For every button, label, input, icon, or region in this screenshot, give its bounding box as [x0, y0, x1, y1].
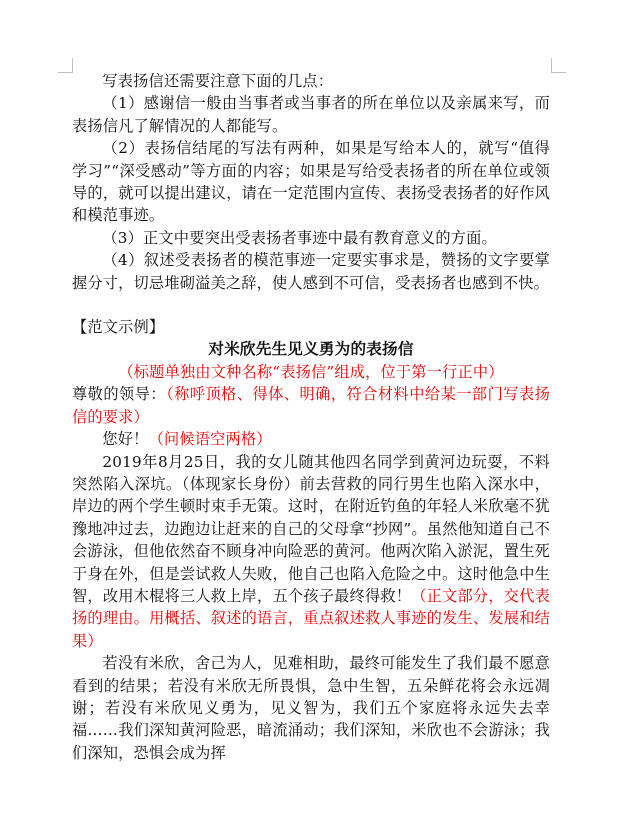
- body-paragraph-1: [72, 451, 550, 653]
- paragraph-gap: [72, 294, 550, 316]
- body-paragraph-1-text: 2019年8月25日，我的女儿随其他四名同学到黄河边玩耍，不料突然陷入深坑。（体现家长身份）前去营救的同行男生也陷入深水中，岸边的两个学生顿时束手无策。这时，在附近钓鱼的年轻人米欣毫不犹豫地冲过去，边跑边让赶来的自己的父母拿“抄网”。虽然他知道自己不会游泳，但他依然奋不顾身冲向险恶的黄河。他两次陷入淤泥，置生死于身在外，但是尝试救人失败，他自己也陷入危险之中。这时他急中生智，改用木棍将三人救上岸，五个孩子最终得救！: [72, 452, 550, 605]
- intro-line: 写表扬信还需要注意下面的几点：: [102, 72, 334, 90]
- salutation: 尊敬的领导：: [72, 385, 167, 404]
- body-paragraph-2: 若没有米欣，舍己为人，见难相助，最终可能发生了我们最不愿意看到的结果；若没有米欣无所畏惧，急中生智，五朵鲜花将会永远凋谢；若没有米欣见义勇为，见义智为，我们五个家庭将永远失去幸福……我们深知黄河险恶，暗流涌动；我们深知，米欣也不会游泳；我们深知，恐惧会成为挥: [72, 654, 550, 762]
- salutation-annotation: （称呼顶格、得体、明确，符合材料中给某一部门写表扬信的要求）: [72, 385, 550, 426]
- greeting-annotation: （问候语空两格）: [148, 430, 272, 449]
- salutation-paragraph: [72, 383, 550, 428]
- crop-mark-top-left: [58, 58, 73, 73]
- point-1: （1）感谢信一般由当事者或当事者的所在单位以及亲属来写，而表扬信凡了解情况的人都能写。: [72, 94, 550, 135]
- point-4: （4）叙述受表扬者的模范事迹一定要实事求是，赞扬的文字要掌握分寸，切忌堆砌溢美之辞，使人感到不可信，受表扬者也感到不快。: [72, 251, 550, 292]
- crop-mark-top-right: [551, 58, 566, 73]
- body-annotation: （正文部分，交代表扬的理由。用概括、叙述的语言，重点叙述救人事迹的发生、发展和结果）: [72, 586, 550, 650]
- title-annotation: （标题单独由文种名称“表扬信”组成，位于第一行正中）: [118, 362, 504, 381]
- point-2: （2）表扬信结尾的写法有两种，如果是写给本人的，就写“值得学习”“深受感动”等方面的内容；如果是写给受表扬者的所在单位或领导的，就可以提出建议，请在一定范围内宣传、表扬受表扬者的好作风和模范事迹。: [72, 139, 550, 225]
- greeting-paragraph: [72, 428, 550, 450]
- point-3: （3）正文中要突出受表扬者事迹中最有教育意义的方面。: [102, 228, 497, 247]
- document-body: [72, 70, 550, 764]
- section-label: 【范文示例】: [72, 318, 165, 337]
- greeting: 您好！: [102, 430, 149, 449]
- letter-title: 对米欣先生见义勇为的表扬信: [208, 339, 414, 359]
